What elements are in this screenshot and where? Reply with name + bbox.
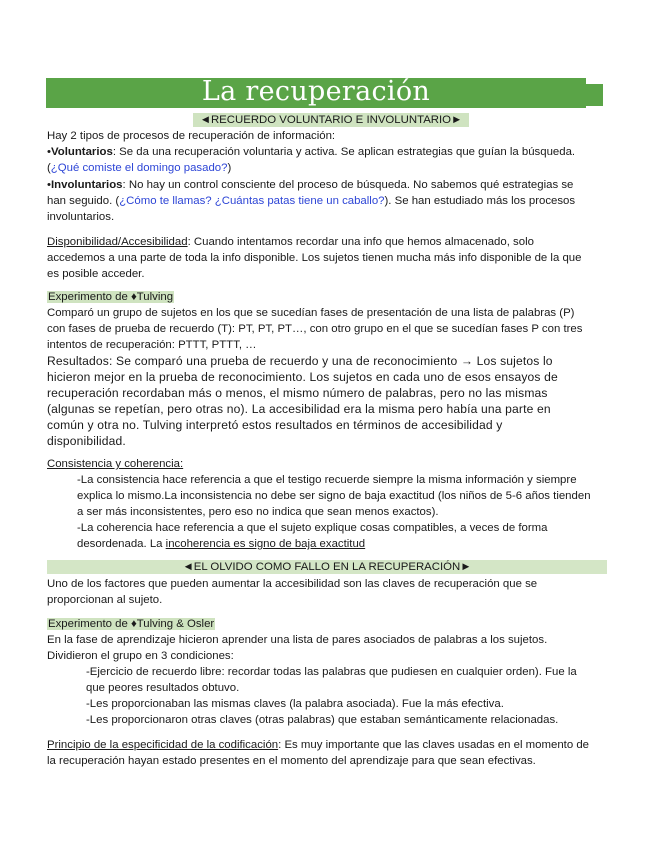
tulving-line: intentos de recuperación: PTTT, PTTT, … xyxy=(47,339,257,351)
involuntarios-example: ¿Cómo te llamas? ¿Cuántas patas tiene un caballo? xyxy=(119,195,385,207)
disponibilidad-line3: es posible acceder. xyxy=(47,268,145,280)
tulving-results-line: hicieron mejor en la prueba de reconocimiento. Los sujetos en cada uno de esos ensayos de xyxy=(47,370,558,384)
condition-line: -Ejercicio de recuerdo libre: recordar todas las palabras que pudiesen en cualquier orden). Fue la xyxy=(86,666,577,678)
intro-text: Hay 2 tipos de procesos de recuperación de información: xyxy=(47,130,336,142)
section-banner-olvido: ◄EL OLVIDO COMO FALLO EN LA RECUPERACIÓN► xyxy=(47,560,607,574)
voluntarios-line: •Voluntarios: Se da una recuperación voluntaria y activa. Se aplican estrategias que guían la búsqueda. xyxy=(47,146,576,158)
tulving-results-line: (algunas se repetían, pero otras no). La accesibilidad era la misma pero había una parte en xyxy=(47,402,551,416)
consistencia-line: a ser más inconsistentes, pero eso no indica que sean menos exactos). xyxy=(77,506,439,518)
involuntarios-line2 xyxy=(47,193,575,209)
page-title: La recuperación xyxy=(201,76,431,107)
tulving-osler-heading xyxy=(47,616,215,632)
tulving-results-line: común y otra no. Tulving interpretó estos resultados en términos de accesibilidad y xyxy=(47,418,503,432)
section-banner-recuerdo: ◄RECUERDO VOLUNTARIO E INVOLUNTARIO► xyxy=(193,113,469,127)
consistencia-last-start: desordenada. La xyxy=(77,538,166,550)
paren-close: ) xyxy=(227,162,232,174)
tulving-experiment-heading xyxy=(47,289,174,305)
consistencia-line: -La consistencia hace referencia a que el testigo recuerde siempre la misma información y siempre xyxy=(77,474,577,486)
voluntarios-example-line xyxy=(47,160,231,176)
principio-line2: la recuperación hayan estado presentes en el momento del aprendizaje para que sean efectivas. xyxy=(47,755,536,767)
involuntarios-text: : No hay un control consciente del proceso de búsqueda. No sabemos qué estrategias se xyxy=(122,179,574,191)
disponibilidad-term: Disponibilidad/Accesibilidad xyxy=(47,236,188,248)
consistencia-heading-text: Consistencia y coherencia: xyxy=(47,458,184,470)
principio-term: Principio de la especificidad de la codificación xyxy=(47,739,279,751)
involuntarios-line: •Involuntarios: No hay un control consciente del proceso de búsqueda. No sabemos qué estrategias se xyxy=(47,179,574,191)
title-banner-tab xyxy=(586,84,603,106)
consistencia-last-line xyxy=(77,536,365,552)
tulving-line: Comparó un grupo de sujetos en los que se sucedían fases de presentación de una lista de palabras (P) xyxy=(47,307,575,319)
involuntarios-line2-start: han seguido. ( xyxy=(47,195,120,207)
consistencia-line: -La coherencia hace referencia a que el sujeto explique cosas compatibles, a veces de forma xyxy=(77,522,548,534)
paren-open: ( xyxy=(47,162,51,174)
tulving-results-line: disponibilidad. xyxy=(47,434,126,448)
condition-line: que peores resultados obtuvo. xyxy=(86,682,240,694)
consistencia-line: explica lo mismo.La inconsistencia no debe ser signo de baja exactitud (los niños de 5-6 años tienden xyxy=(77,490,591,502)
tulving-experiment-heading-text: Experimento de ♦Tulving xyxy=(48,291,174,303)
consistencia-heading xyxy=(47,456,183,472)
tulving-line: con fases de prueba de recuerdo (T): PT, PT, PT…, con otro grupo en el que se sucedían fases P con tres xyxy=(47,323,583,335)
tulving-osler-line: En la fase de aprendizaje hicieron aprender una lista de pares asociados de palabras a los sujetos. xyxy=(47,634,548,646)
disponibilidad-line2: accedemos a una parte de toda la info disponible. Los sujetos tienen mucha más info disponible de la que xyxy=(47,252,582,264)
tulving-osler-line: Dividieron el grupo en 3 condiciones: xyxy=(47,650,234,662)
condition-line: -Les proporcionaron otras claves (otras palabras) que estaban semánticamente relacionadas. xyxy=(86,714,559,726)
principio-line1 xyxy=(47,737,589,753)
incoherencia-underlined: incoherencia es signo de baja exactitud xyxy=(165,538,366,550)
voluntarios-label: Voluntarios xyxy=(51,146,113,158)
olvido-line: Uno de los factores que pueden aumentar la accesibilidad son las claves de recuperación que se xyxy=(47,578,538,590)
voluntarios-text: : Se da una recuperación voluntaria y activa. Se aplican estrategias que guían la búsqueda. xyxy=(112,146,576,158)
condition-line: -Les proporcionaban las mismas claves (la palabra asociada). Fue la más efectiva. xyxy=(86,698,504,710)
disponibilidad-text: : Cuando intentamos recordar una info que hemos almacenado, solo xyxy=(187,236,534,248)
tulving-results-line: recuperación recordaban más o menos, el mismo número de palabras, pero no las mismas xyxy=(47,386,548,400)
tulving-osler-heading-text: Experimento de ♦Tulving & Osler xyxy=(48,618,215,630)
voluntarios-example: ¿Qué comiste el domingo pasado? xyxy=(50,162,228,174)
involuntarios-line3: involuntarios. xyxy=(47,211,115,223)
principio-text: : Es muy importante que las claves usadas en el momento de xyxy=(278,739,589,751)
tulving-results-line: Resultados: Se comparó una prueba de recuerdo y una de reconocimiento → Los sujetos lo xyxy=(47,354,553,368)
disponibilidad-line1 xyxy=(47,234,534,250)
involuntarios-line2-end: ). Se han estudiado más los procesos xyxy=(384,195,576,207)
olvido-line: proporcionan al sujeto. xyxy=(47,594,163,606)
involuntarios-label: Involuntarios xyxy=(51,179,123,191)
